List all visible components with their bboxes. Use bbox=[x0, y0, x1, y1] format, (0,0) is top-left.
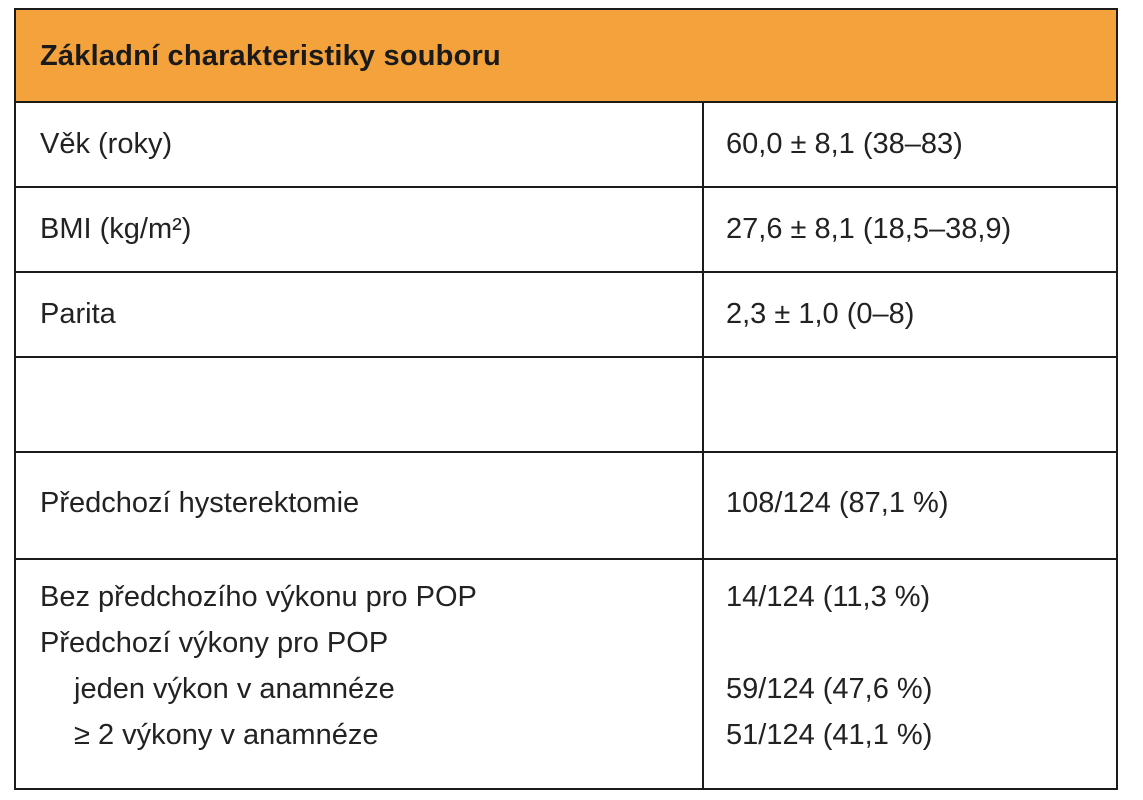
row-value: 60,0 ± 8,1 (38–83) bbox=[726, 128, 963, 160]
table-row-pop-history bbox=[16, 560, 1116, 788]
pop-value-none: 14/124 (11,3 %) bbox=[726, 581, 931, 613]
pop-label-previous: Předchozí výkony pro POP bbox=[40, 627, 389, 659]
characteristics-table bbox=[14, 8, 1118, 790]
table-header bbox=[16, 10, 1116, 103]
pop-label-one: jeden výkon v anamnéze bbox=[74, 673, 395, 705]
row-value: 2,3 ± 1,0 (0–8) bbox=[726, 298, 915, 330]
row-label: Předchozí hysterektomie bbox=[40, 487, 360, 519]
row-label: BMI (kg/m²) bbox=[40, 213, 192, 245]
table-row-parity bbox=[16, 273, 1116, 358]
pop-labels bbox=[40, 574, 477, 758]
pop-value-previous bbox=[726, 620, 932, 666]
row-label: Parita bbox=[40, 298, 116, 330]
table-row-empty bbox=[16, 358, 1116, 453]
table-row-bmi bbox=[16, 188, 1116, 273]
table-row-age bbox=[16, 103, 1116, 188]
pop-value-two-plus: 51/124 (41,1 %) bbox=[726, 719, 933, 751]
table-title: Základní charakteristiky souboru bbox=[40, 40, 501, 72]
pop-value-one: 59/124 (47,6 %) bbox=[726, 673, 933, 705]
pop-label-none: Bez předchozího výkonu pro POP bbox=[40, 581, 477, 613]
pop-label-two-plus: ≥ 2 výkony v anamnéze bbox=[74, 719, 379, 751]
pop-values bbox=[726, 574, 932, 758]
table-row-hysterectomy bbox=[16, 453, 1116, 560]
row-value: 108/124 (87,1 %) bbox=[726, 487, 949, 519]
row-label: Věk (roky) bbox=[40, 128, 173, 160]
row-value: 27,6 ± 8,1 (18,5–38,9) bbox=[726, 213, 1012, 245]
